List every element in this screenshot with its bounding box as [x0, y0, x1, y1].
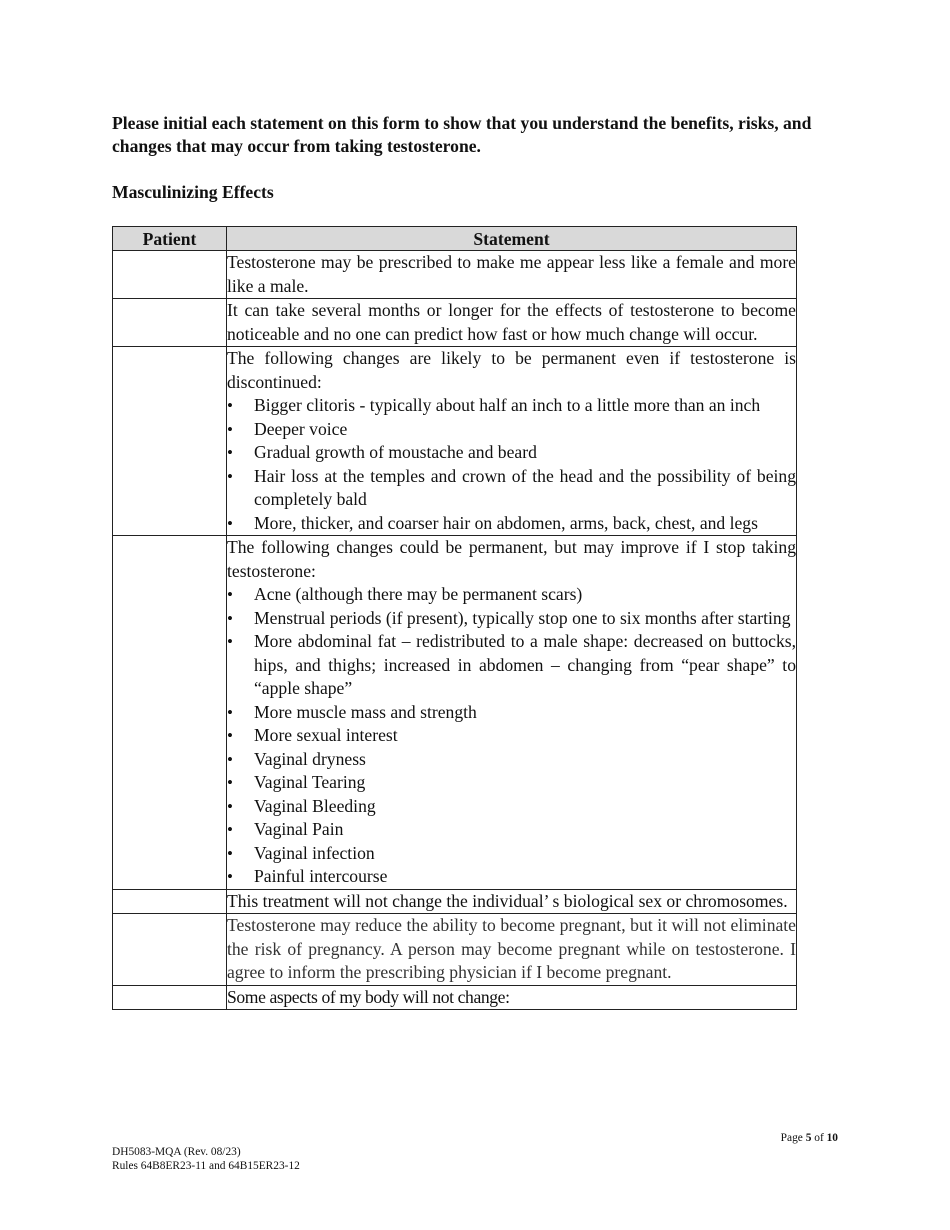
- table-row: [113, 889, 797, 914]
- statement-cell: [227, 299, 797, 347]
- page-total: 10: [826, 1132, 838, 1144]
- table-header-row: [113, 227, 797, 251]
- list-item: • More sexual interest: [227, 724, 796, 748]
- table-row: [113, 251, 797, 299]
- statement-text: It can take several months or longer for the effects of testosterone to become noticeable and no one can predict how fast or how much change will occur.: [227, 300, 796, 344]
- table-row: [113, 536, 797, 890]
- patient-initial-cell[interactable]: [113, 251, 227, 299]
- list-item: • More, thicker, and coarser hair on abdomen, arms, back, chest, and legs: [227, 512, 796, 536]
- list-item: • Vaginal Pain: [227, 818, 796, 842]
- statement-text: Some aspects of my body will not change:: [227, 986, 510, 1007]
- table-row: [113, 914, 797, 986]
- table-row: [113, 985, 797, 1010]
- list-item: • Deeper voice: [227, 418, 796, 442]
- rules-reference: Rules 64B8ER23-11 and 64B15ER23-12: [112, 1160, 300, 1172]
- list-item: • Bigger clitoris - typically about half an inch to a little more than an inch: [227, 394, 796, 418]
- intro-instructions: Please initial each statement on this form to show that you understand the benefits, risks, and changes that may occur from taking testosterone.: [112, 113, 812, 156]
- table-row: [113, 299, 797, 347]
- statement-cell: [227, 347, 797, 536]
- permanent-changes-list: [227, 394, 796, 535]
- statement-cell: [227, 914, 797, 986]
- page-current: 5: [805, 1132, 812, 1144]
- statement-text: The following changes could be permanent, but may improve if I stop taking testosterone:: [227, 537, 796, 581]
- statement-cell: [227, 536, 797, 890]
- statement-cell: [227, 985, 797, 1010]
- list-item: • Hair loss at the temples and crown of the head and the possibility of being completely bald: [227, 465, 796, 512]
- statement-cell: [227, 251, 797, 299]
- statement-text: The following changes are likely to be permanent even if testosterone is discontinued:: [227, 348, 796, 392]
- list-item: • Acne (although there may be permanent scars): [227, 583, 796, 607]
- patient-initial-cell[interactable]: [113, 536, 227, 890]
- page-number: [781, 1131, 838, 1145]
- table-row: [113, 347, 797, 536]
- form-id: DH5083-MQA (Rev. 08/23): [112, 1146, 241, 1158]
- reversible-changes-list: [227, 583, 796, 889]
- list-item: • Painful intercourse: [227, 865, 796, 889]
- list-item: • Gradual growth of moustache and beard: [227, 441, 796, 465]
- statement-text: Testosterone may be prescribed to make me appear less like a female and more like a male.: [227, 252, 796, 296]
- statement-text: Testosterone may reduce the ability to become pregnant, but it will not eliminate the risk of pregnancy. A person may become pregnant while on testosterone. I agree to inform the prescribing physician if I become pregnant.: [227, 915, 796, 982]
- list-item: • More abdominal fat – redistributed to a male shape: decreased on buttocks, hips, and thighs; increased in abdomen – changing from “pear shape” to “apple shape”: [227, 630, 796, 701]
- patient-initial-cell[interactable]: [113, 889, 227, 914]
- footer-info: [112, 1145, 300, 1173]
- page-of-label: of: [814, 1132, 824, 1144]
- statement-text: This treatment will not change the individual’ s biological sex or chromosomes.: [227, 890, 788, 911]
- list-item: • Menstrual periods (if present), typically stop one to six months after starting: [227, 607, 796, 631]
- section-title: Masculinizing Effects: [112, 182, 274, 202]
- patient-initial-cell[interactable]: [113, 299, 227, 347]
- statement-column-header: Statement: [227, 227, 797, 251]
- list-item: • Vaginal dryness: [227, 748, 796, 772]
- patient-initial-cell[interactable]: [113, 914, 227, 986]
- patient-initial-cell[interactable]: [113, 985, 227, 1010]
- list-item: • Vaginal Bleeding: [227, 795, 796, 819]
- patient-initial-cell[interactable]: [113, 347, 227, 536]
- list-item: • More muscle mass and strength: [227, 701, 796, 725]
- patient-column-header: Patient: [113, 227, 227, 251]
- list-item: • Vaginal Tearing: [227, 771, 796, 795]
- page-label: Page: [780, 1132, 803, 1144]
- statement-table: [112, 226, 797, 1010]
- list-item: • Vaginal infection: [227, 842, 796, 866]
- statement-cell: [227, 889, 797, 914]
